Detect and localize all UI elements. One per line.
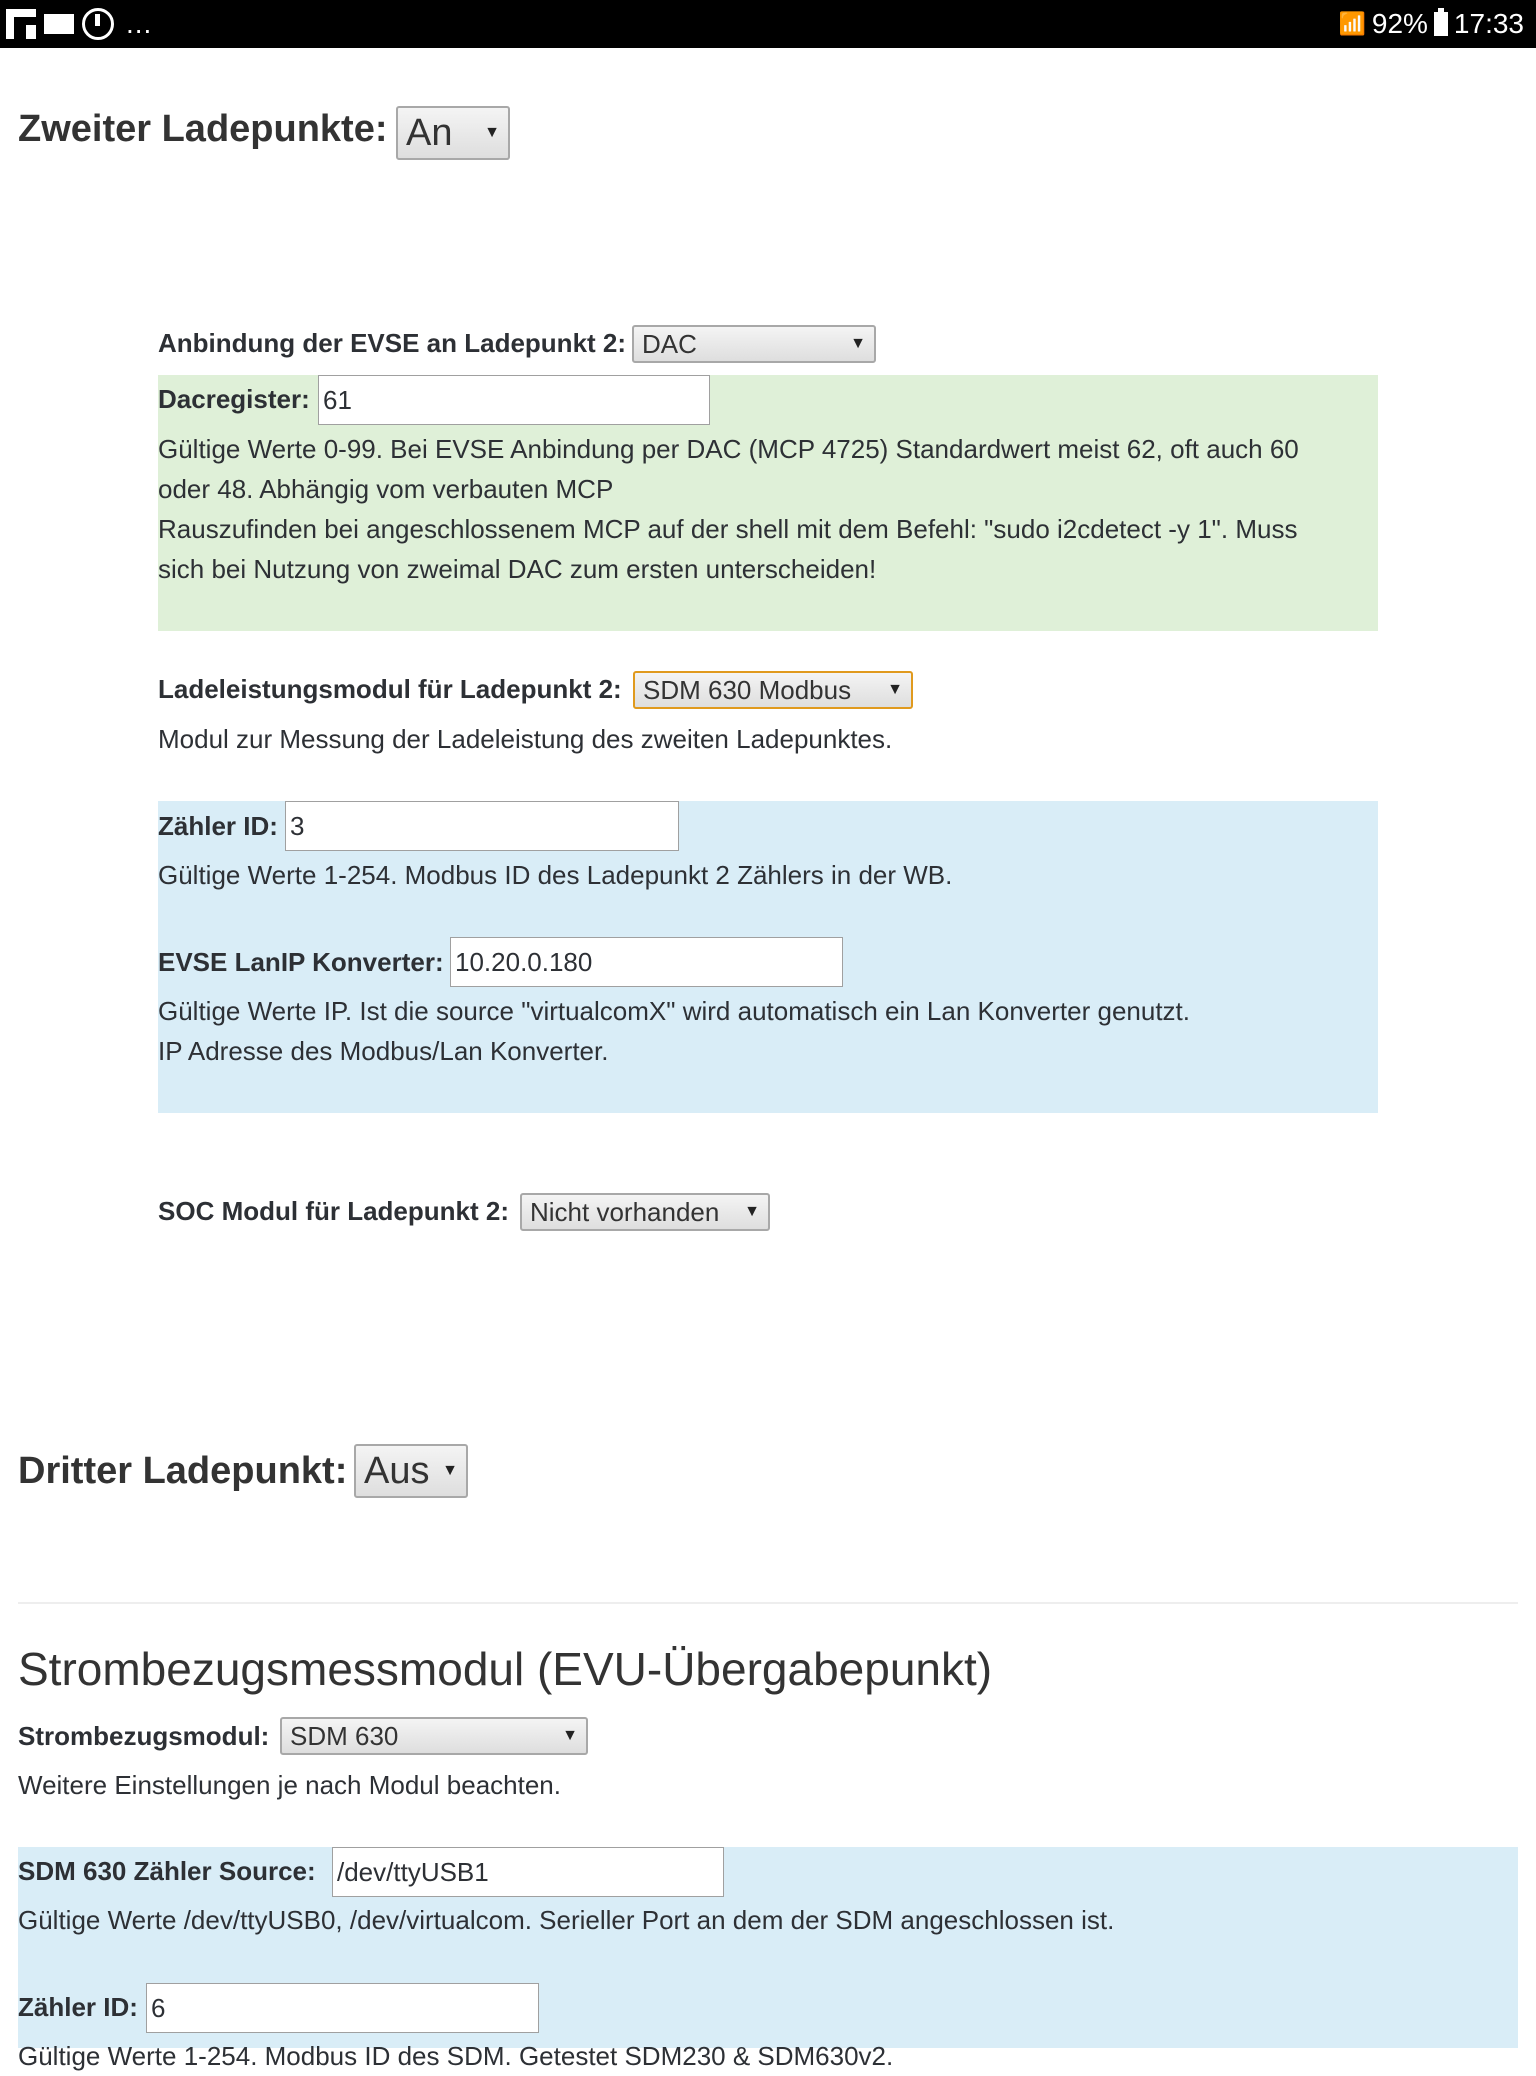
chevron-down-icon: ▼ (850, 335, 866, 352)
help-line: sich bei Nutzung von zweimal DAC zum ersten unterscheiden! (158, 554, 877, 584)
zaehler-id-help: Gültige Werte 1-254. Modbus ID des Ladepunkt 2 Zählers in der WB. (158, 860, 953, 890)
strombezugsmodul-select[interactable] (280, 1717, 588, 1755)
dacregister-label: Dacregister: (158, 384, 310, 414)
battery-percent: 92% (1371, 8, 1428, 39)
strombezug-title: Strombezugsmessmodul (EVU-Übergabepunkt) (18, 1643, 993, 1695)
strombezugsmodul-value: SDM 630 (290, 1720, 399, 1751)
status-bar (0, 0, 1536, 48)
evse-lanip-help (158, 991, 1190, 1071)
ladeleistungsmodul-label: Ladeleistungsmodul für Ladepunkt 2: (158, 674, 622, 704)
flipboard-icon (6, 9, 36, 39)
soc-modul-label: SOC Modul für Ladepunkt 2: (158, 1196, 509, 1226)
wifi-icon: 📶 (1338, 11, 1366, 36)
ladeleistungsmodul-value: SDM 630 Modbus (643, 674, 852, 705)
evse-anbindung-label: Anbindung der EVSE an Ladepunkt 2: (158, 328, 627, 358)
soc-modul-select[interactable] (520, 1193, 770, 1231)
help-line: Gültige Werte 0-99. Bei EVSE Anbindung per DAC (MCP 4725) Standardwert meist 62, oft auch 60 (158, 434, 1299, 464)
evse-lanip-input[interactable]: 10.20.0.180 (450, 937, 843, 987)
evse-lanip-label: EVSE LanIP Konverter: (158, 947, 444, 977)
ladepunkt2-label: Zweiter Ladepunkte: (18, 108, 388, 150)
strombezug-zaehler-id-help: Gültige Werte 1-254. Modbus ID des SDM. Getestet SDM230 & SDM630v2. (18, 2041, 894, 2071)
battery-icon (1434, 12, 1448, 36)
ladepunkt3-label: Dritter Ladepunkt: (18, 1450, 348, 1492)
strombezugsmodul-help: Weitere Einstellungen je nach Modul beachten. (18, 1770, 561, 1800)
power-sync-icon (82, 8, 114, 40)
ladepunkt3-select-value: Aus (364, 1449, 430, 1492)
zaehler-id-input[interactable]: 3 (285, 801, 679, 851)
more-notifications-dots: ... (126, 8, 153, 39)
chevron-down-icon: ▼ (484, 124, 500, 141)
ladeleistungsmodul-select[interactable] (633, 671, 913, 709)
help-line: Rauszufinden bei angeschlossenem MCP auf der shell mit dem Befehl: "sudo i2cdetect -y 1". Muss (158, 514, 1298, 544)
help-line: Gültige Werte IP. Ist die source "virtualcomX" wird automatisch ein Lan Konverter genutzt. (158, 996, 1190, 1026)
strombezugsmodul-label: Strombezugsmodul: (18, 1721, 270, 1751)
sdm630-source-label: SDM 630 Zähler Source: (18, 1856, 316, 1886)
section-divider (18, 1602, 1518, 1604)
clock: 17:33 (1453, 8, 1524, 39)
chevron-down-icon: ▼ (887, 681, 903, 698)
ladepunkt2-select-value: An (406, 111, 453, 154)
sdm630-source-input[interactable]: /dev/ttyUSB1 (332, 1847, 724, 1897)
zaehler-id-label: Zähler ID: (158, 811, 278, 841)
strombezug-zaehler-id-label: Zähler ID: (18, 1992, 138, 2022)
dacregister-input[interactable]: 61 (318, 375, 710, 425)
chevron-down-icon: ▼ (442, 1462, 458, 1479)
dacregister-help (158, 429, 1378, 589)
evse-anbindung-value: DAC (642, 328, 697, 359)
sdm630-source-help: Gültige Werte /dev/ttyUSB0, /dev/virtualcom. Serieller Port an dem der SDM angeschlossen ist. (18, 1905, 1115, 1935)
chevron-down-icon: ▼ (744, 1203, 760, 1220)
ladeleistungsmodul-help: Modul zur Messung der Ladeleistung des zweiten Ladepunktes. (158, 724, 893, 754)
help-line: oder 48. Abhängig vom verbauten MCP (158, 474, 614, 504)
chevron-down-icon: ▼ (562, 1727, 578, 1744)
ladepunkt2-select[interactable] (396, 106, 510, 160)
ladepunkt3-select[interactable] (354, 1444, 468, 1498)
strombezug-zaehler-id-input[interactable]: 6 (146, 1983, 539, 2033)
soc-modul-value: Nicht vorhanden (530, 1196, 720, 1227)
evse-anbindung-select[interactable] (632, 325, 876, 363)
notification-icon (44, 14, 74, 34)
help-line: IP Adresse des Modbus/Lan Konverter. (158, 1036, 609, 1066)
